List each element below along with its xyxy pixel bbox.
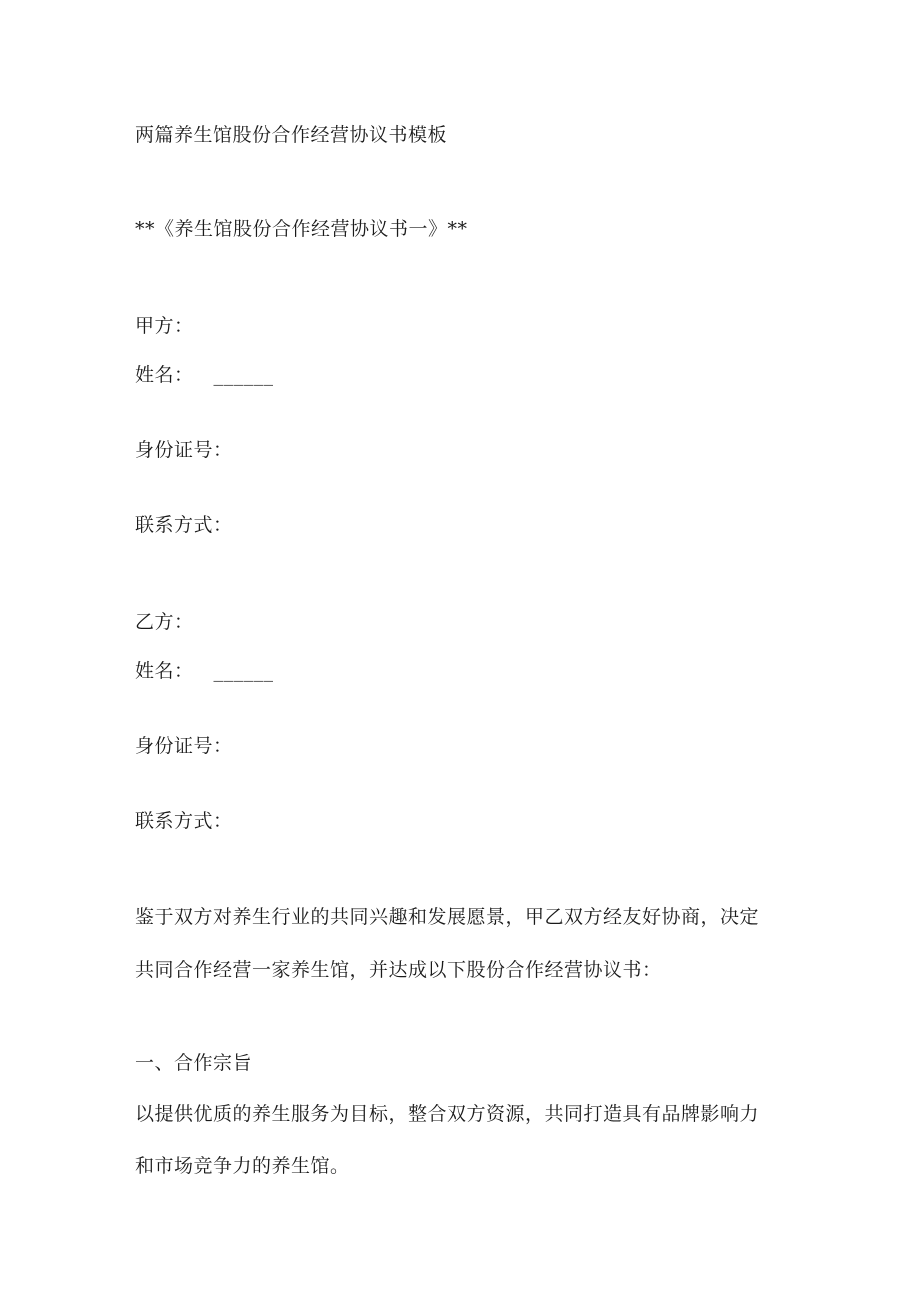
document-title: 两篇养生馆股份合作经营协议书模板 bbox=[135, 124, 448, 146]
party-b-name-blank: ______ bbox=[213, 660, 274, 682]
party-a-heading: 甲方： bbox=[135, 315, 194, 337]
party-a-contact-label: 联系方式： bbox=[135, 514, 233, 536]
party-b-heading: 乙方： bbox=[135, 611, 194, 633]
preamble-line-2: 共同合作经营一家养生馆，并达成以下股份合作经营协议书： bbox=[135, 959, 662, 981]
agreement-subtitle: **《养生馆股份合作经营协议书一》** bbox=[135, 218, 468, 240]
party-a-name-label: 姓名： bbox=[135, 364, 194, 386]
party-a-name-blank: ______ bbox=[213, 364, 274, 386]
party-b-name-row bbox=[135, 658, 274, 684]
party-b-name-label: 姓名： bbox=[135, 660, 194, 682]
party-b-contact-label: 联系方式： bbox=[135, 810, 233, 832]
section-1-heading: 一、合作宗旨 bbox=[135, 1052, 253, 1074]
section-1-line-2: 和市场竞争力的养生馆。 bbox=[135, 1155, 350, 1177]
party-a-id-label: 身份证号： bbox=[135, 439, 233, 461]
section-1-line-1: 以提供优质的养生服务为目标，整合双方资源，共同打造具有品牌影响力 bbox=[135, 1103, 760, 1125]
party-b-id-label: 身份证号： bbox=[135, 735, 233, 757]
party-a-name-row bbox=[135, 362, 274, 388]
preamble-line-1: 鉴于双方对养生行业的共同兴趣和发展愿景，甲乙双方经友好协商，决定 bbox=[135, 906, 760, 928]
